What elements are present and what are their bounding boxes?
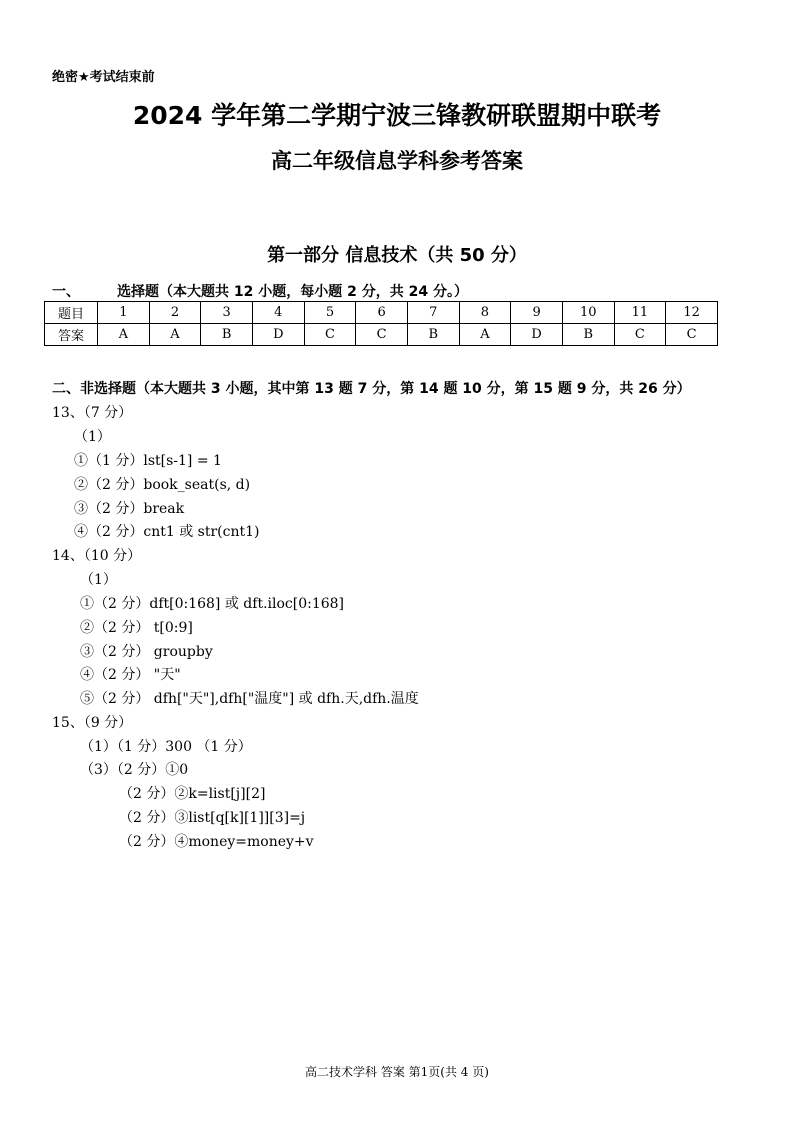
answer-table — [44, 301, 718, 346]
q15-answer-subline: （2 分）③list[q[k][1]][3]=j — [119, 810, 306, 826]
q13-answer-line: ③（2 分）break — [74, 501, 185, 517]
q13-answer-line: ②（2 分）book_seat(s, d) — [74, 477, 251, 493]
question-number: 5 — [304, 302, 356, 324]
q14-answer-line: ②（2 分） t[0:9] — [80, 620, 193, 636]
section1-heading: 选择题（本大题共 12 小题，每小题 2 分，共 24 分。） — [117, 284, 468, 300]
answer-cell: D — [511, 324, 563, 346]
question-number: 4 — [252, 302, 304, 324]
question-number: 1 — [98, 302, 150, 324]
answer-row-label: 答案 — [45, 324, 98, 346]
question-number: 8 — [459, 302, 511, 324]
page-footer: 高二技术学科 答案 第1页(共 4 页) — [305, 1065, 489, 1079]
question-number: 2 — [149, 302, 201, 324]
q14-answer-line: ③（2 分） groupby — [80, 644, 213, 660]
answer-cell: B — [201, 324, 253, 346]
q13-answer-line: ④（2 分）cnt1 或 str(cnt1) — [74, 524, 260, 540]
part-title: 第一部分 信息技术（共 50 分） — [267, 245, 527, 266]
q15-answer-line: （3）（2 分）①0 — [80, 762, 189, 778]
q14-answer-line: ⑤（2 分） dfh["天"],dfh["温度"] 或 dfh.天,dfh.温度 — [80, 691, 419, 707]
question-number: 11 — [614, 302, 666, 324]
confidential-label: 绝密★考试结束前 — [52, 70, 155, 85]
q14-label: 14、（10 分） — [52, 548, 142, 564]
q15-answer-subline: （2 分）④money=money+v — [119, 834, 314, 850]
answer-cell: B — [562, 324, 614, 346]
answer-cell: C — [356, 324, 408, 346]
section2-heading: 二、非选择题（本大题共 3 小题，其中第 13 题 7 分，第 14 题 10 分，第 15 题 9 分，共 26 分） — [52, 381, 691, 397]
question-number: 10 — [562, 302, 614, 324]
question-number: 9 — [511, 302, 563, 324]
q13-answer-line: ①（1 分）lst[s-1] = 1 — [74, 453, 222, 469]
q15-answer-line: （1）（1 分）300 （1 分） — [80, 739, 252, 755]
q14-answer-line: ④（2 分） "天" — [80, 667, 181, 683]
answer-cell: A — [149, 324, 201, 346]
question-row-label: 题目 — [45, 302, 98, 324]
question-number: 6 — [356, 302, 408, 324]
q13-label: 13、（7 分） — [52, 405, 133, 421]
answer-row — [45, 324, 718, 346]
answer-cell: A — [98, 324, 150, 346]
q13-part: （1） — [74, 429, 111, 445]
answer-cell: A — [459, 324, 511, 346]
question-number: 12 — [666, 302, 718, 324]
answer-cell: B — [407, 324, 459, 346]
question-number: 7 — [407, 302, 459, 324]
section1-number: 一、 — [52, 284, 80, 300]
answer-cell: D — [252, 324, 304, 346]
q15-answer-subline: （2 分）②k=list[j][2] — [119, 786, 266, 802]
q14-part: （1） — [80, 572, 117, 588]
answer-cell: C — [666, 324, 718, 346]
document-subtitle: 高二年级信息学科参考答案 — [271, 149, 523, 173]
answer-cell: C — [614, 324, 666, 346]
document-title: 2024 学年第二学期宁波三锋教研联盟期中联考 — [132, 101, 662, 130]
question-row — [45, 302, 718, 324]
q14-answer-line: ①（2 分）dft[0:168] 或 dft.iloc[0:168] — [80, 596, 345, 612]
answer-cell: C — [304, 324, 356, 346]
question-number: 3 — [201, 302, 253, 324]
q15-label: 15、（9 分） — [52, 715, 133, 731]
